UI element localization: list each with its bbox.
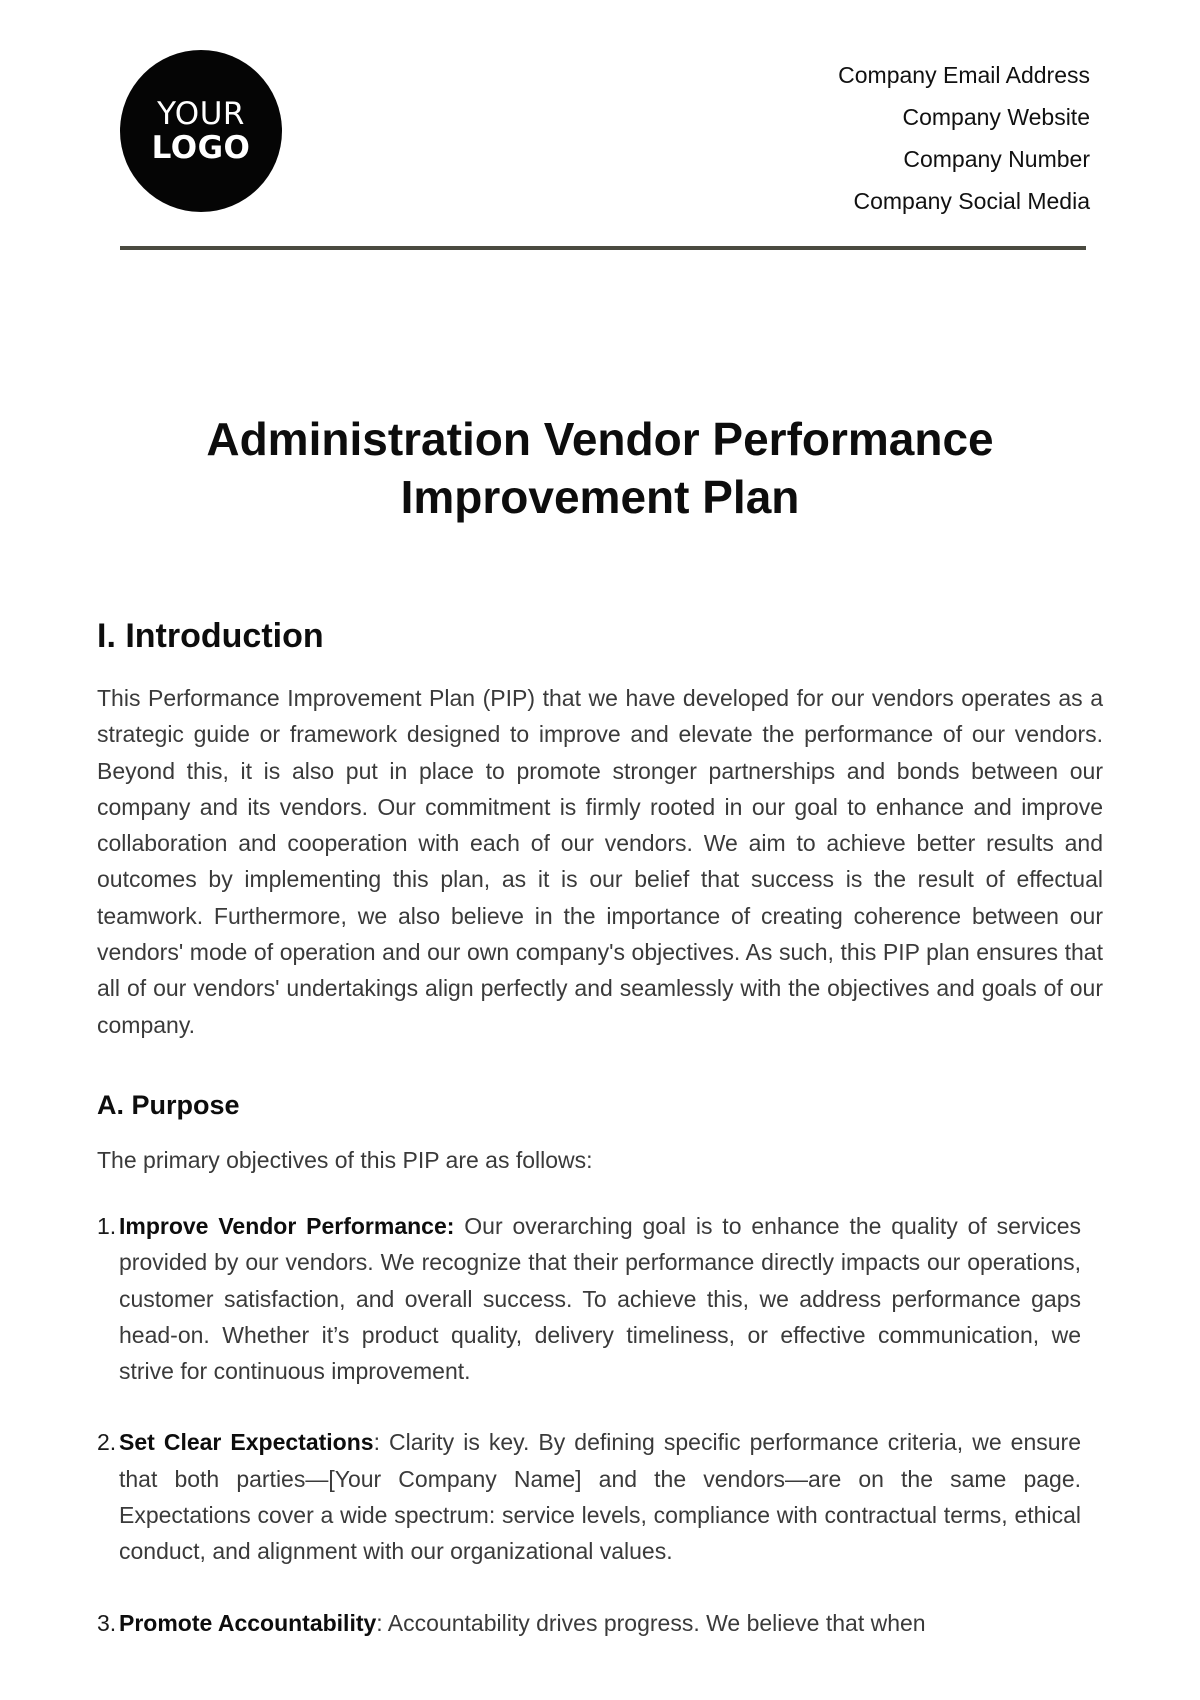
objective-text: Our overarching goal is to enhance the quality of services provided by our vendors. We recognize that their performance directly impacts our operations, customer satisfaction, and overall success. To achieve this, we address performance gaps head-on. Whether it’s product quality, delivery timeliness, or effective communication, we strive for continuous improvement. [119, 1212, 1081, 1385]
objective-title: Set Clear Expectations [119, 1429, 374, 1456]
purpose-lead: The primary objectives of this PIP are as follows: [97, 1146, 593, 1173]
purpose-heading: A. Purpose [97, 1089, 240, 1120]
objective-number: 3. [97, 1609, 117, 1636]
objective-number: 2. [97, 1429, 117, 1456]
objective-item [97, 1208, 1081, 1389]
objectives-list [97, 1208, 1103, 1641]
objective-title: Improve Vendor Performance: [119, 1212, 455, 1239]
introduction-heading: I. Introduction [97, 617, 324, 655]
document-title [100, 410, 1100, 526]
company-social-media: Company Social Media [853, 188, 1090, 214]
objective-item [97, 1605, 1081, 1641]
company-website: Company Website [902, 104, 1090, 130]
company-logo [120, 50, 282, 212]
logo-text-line1: YOUR [157, 95, 245, 132]
document-title-line2: Improvement Plan [400, 471, 800, 523]
objective-text: : Accountability drives progress. We believe that when [376, 1609, 926, 1636]
objective-item [97, 1424, 1081, 1569]
objective-number: 1. [97, 1212, 117, 1239]
logo-text-line2: LOGO [151, 129, 251, 166]
introduction-paragraph: This Performance Improvement Plan (PIP) that we have developed for our vendors operates as a strategic guide or framework designed to improve and elevate the performance of our vendors. Beyond this, it is also put in place to promote stronger partnerships and bonds between our company and its vendors. Our commitment is firmly rooted in our goal to enhance and improve collaboration and cooperation with each of our vendors. We aim to achieve better results and outcomes by implementing this plan, as it is our belief that success is the result of effectual teamwork. Furthermore, we also believe in the importance of creating coherence between our vendors' mode of operation and our own company's objectives. As such, this PIP plan ensures that all of our vendors' undertakings align perfectly and seamlessly with the objectives and goals of our company. [97, 685, 1103, 1038]
company-email: Company Email Address [838, 62, 1090, 88]
document-title-line1: Administration Vendor Performance [206, 413, 994, 465]
company-contact-block [838, 54, 1090, 222]
objective-title: Promote Accountability [119, 1609, 377, 1636]
company-number: Company Number [903, 146, 1090, 172]
objective-text: : Clarity is key. By defining specific performance criteria, we ensure that both parties—[Your Company Name] and the vendors—are on the same page. Expectations cover a wide spectrum: service levels, compliance with contractual terms, ethical conduct, and alignment with our organizational values. [119, 1429, 1081, 1565]
header-divider [120, 246, 1086, 250]
document-body [97, 612, 1103, 1676]
